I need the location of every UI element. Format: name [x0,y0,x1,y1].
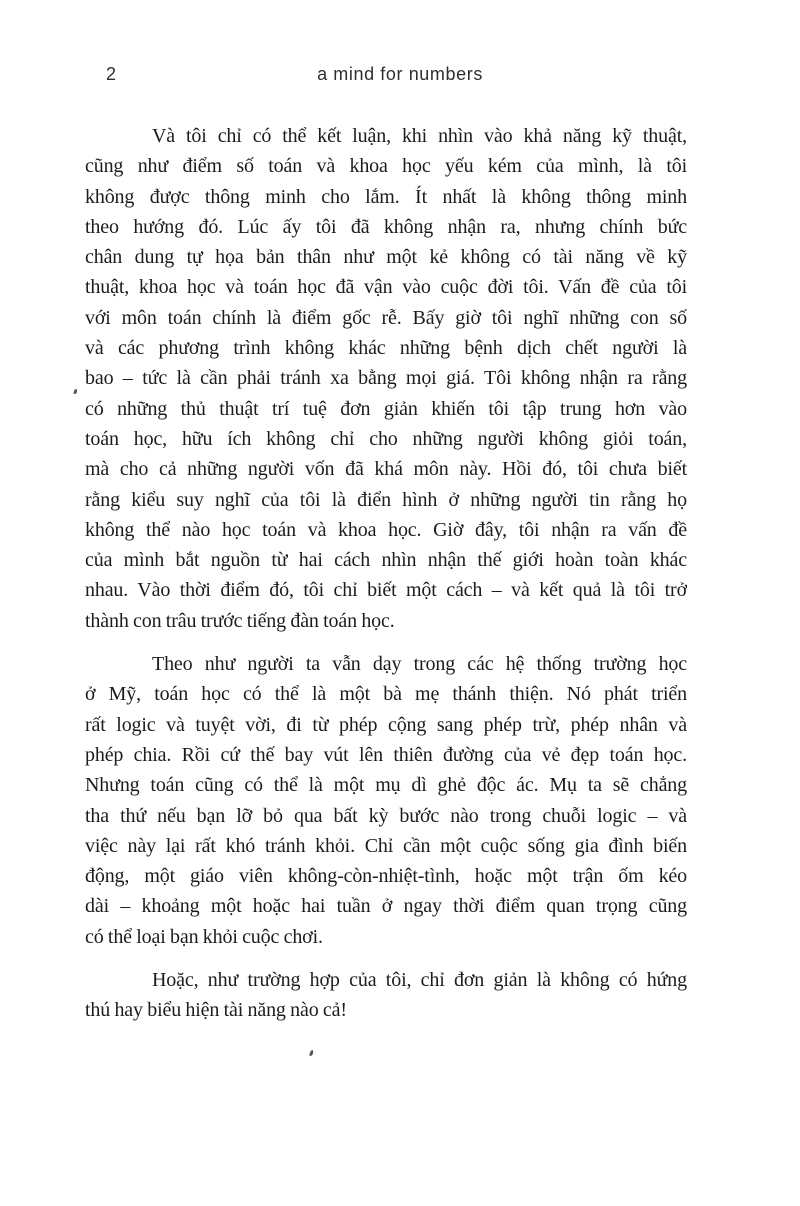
text-line: mà cho cả những người vốn đã khá môn này. Hồi đó, tôi chưa biết [85,458,687,481]
text-line: không thể nào học toán và khoa học. Giờ đây, tôi nhận ra vấn đề [85,518,687,541]
running-title: a mind for numbers [317,64,483,84]
text-line: không được thông minh cho lắm. Ít nhất là không thông minh [85,185,687,208]
scan-speck [74,389,78,395]
text-line: Theo như người ta vẫn dạy trong các hệ thống trường học [152,653,687,676]
text-line: bao – tức là cần phải tránh xa bằng mọi giá. Tôi không nhận ra rằng [85,367,687,390]
paragraph [85,965,687,1026]
paragraph [85,649,687,952]
text-line: rất logic và tuyệt vời, đi từ phép cộng sang phép trừ, phép nhân và [85,713,687,736]
text-line: và các phương trình không khác những bệnh dịch chết người là [85,337,687,360]
text-line: cũng như điểm số toán và khoa học yếu kém của mình, là tôi [85,155,687,178]
text-line: dài – khoảng một hoặc hai tuần ở ngay thời điểm quan trọng cũng [85,895,687,918]
text-line: có những thủ thuật trí tuệ đơn giản khiến tôi tập trung hơn vào [85,397,687,420]
text-line: Nhưng toán cũng có thể là một mụ dì ghẻ độc ác. Mụ ta sẽ chẳng [85,774,687,797]
text-line: với môn toán chính là điểm gốc rễ. Bấy giờ tôi nghĩ những con số [85,306,687,329]
running-header [0,64,800,90]
page-number: 2 [106,64,117,84]
paragraph [85,121,687,636]
text-line: toán học, hữu ích không chỉ cho những người không giỏi toán, [85,427,687,450]
text-line: thú hay biểu hiện tài năng nào cả! [85,999,347,1022]
text-line: Hoặc, như trường hợp của tôi, chỉ đơn giản là không có hứng [152,969,687,992]
text-column [85,121,687,1026]
text-line: ở Mỹ, toán học có thể là một bà mẹ thánh thiện. Nó phát triển [85,683,687,706]
text-line: chân dung tự họa bản thân như một kẻ không có tài năng về kỹ [85,246,687,269]
text-line: thuật, khoa học và toán học đã vận vào cuộc đời tôi. Vấn đề của tôi [85,276,687,299]
text-line: của mình bắt nguồn từ hai cách nhìn nhận thế giới hoàn toàn khác [85,549,687,572]
text-line: rằng kiểu suy nghĩ của tôi là điển hình ở những người tin rằng họ [85,488,687,511]
scan-speck [309,1050,314,1057]
text-line: phép chia. Rồi cứ thế bay vút lên thiên đường của vẻ đẹp toán học. [85,743,687,766]
text-line: động, một giáo viên không-còn-nhiệt-tình, hoặc một trận ốm kéo [85,865,687,888]
text-line: nhau. Vào thời điểm đó, tôi chỉ biết một cách – và kết quả là tôi trở [85,579,687,602]
text-line: theo hướng đó. Lúc ấy tôi đã không nhận ra, nhưng chính bức [85,215,687,238]
text-line: có thể loại bạn khỏi cuộc chơi. [85,925,323,948]
text-line: việc này lại rất khó tránh khỏi. Chỉ cần một cuộc sống gia đình biến [85,834,687,857]
text-line: thành con trâu trước tiếng đàn toán học. [85,609,395,632]
text-line: Và tôi chỉ có thể kết luận, khi nhìn vào khả năng kỹ thuật, [152,125,687,147]
text-line: tha thứ nếu bạn lỡ bỏ qua bất kỳ bước nào trong chuỗi logic – và [85,804,687,827]
